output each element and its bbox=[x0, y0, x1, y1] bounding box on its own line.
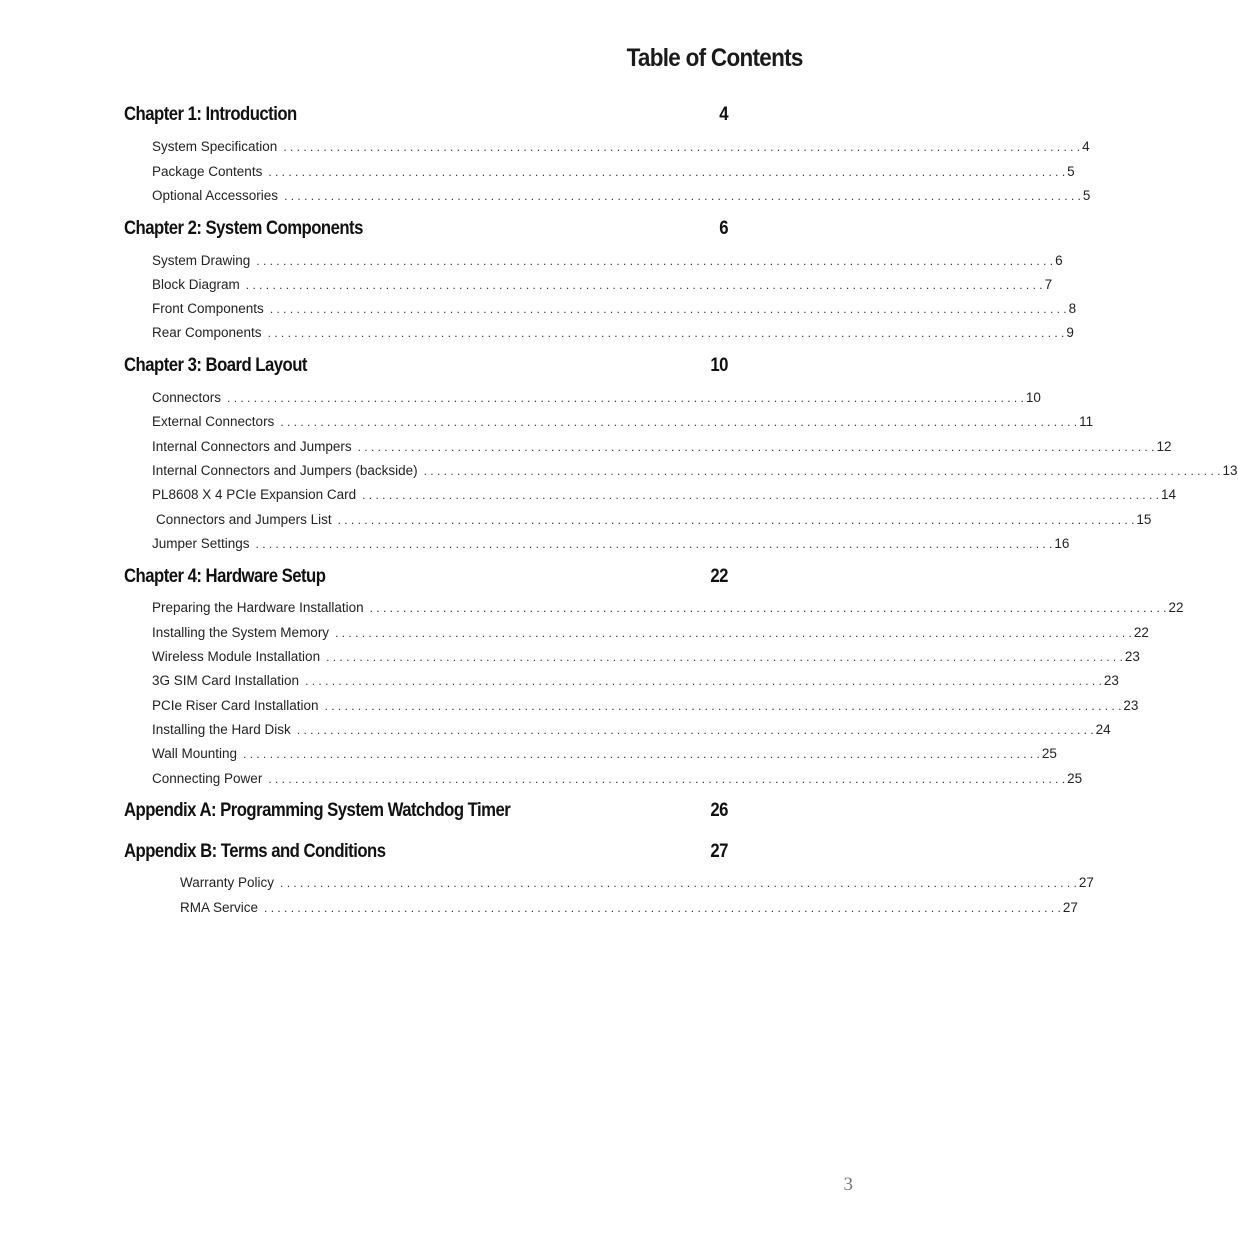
entry-page: 14 bbox=[1160, 487, 1176, 502]
entry-title: Internal Connectors and Jumpers (backside) bbox=[152, 463, 418, 478]
dot-leader: . . . . . . . . . . . . . . . . . . . . . . . . . . . . . . . . . . . . . . . . . . . . . . . . . . . . . . . . . . . . . . . . . . . . . . . . . . . . . . . . . . . . . . . . . . . . . . . . . . . . . . . . . . . . . . . . . . . . . . . . bbox=[283, 140, 1081, 154]
toc-entry[interactable] bbox=[152, 253, 1063, 268]
dot-leader: . . . . . . . . . . . . . . . . . . . . . . . . . . . . . . . . . . . . . . . . . . . . . . . . . . . . . . . . . . . . . . . . . . . . . . . . . . . . . . . . . . . . . . . . . . . . . . . . . . . . . . . . . . . . . . . . . . . . . . . . bbox=[243, 747, 1040, 761]
toc-entry[interactable] bbox=[152, 139, 1090, 154]
dot-leader: . . . . . . . . . . . . . . . . . . . . . . . . . . . . . . . . . . . . . . . . . . . . . . . . . . . . . . . . . . . . . . . . . . . . . . . . . . . . . . . . . . . . . . . . . . . . . . . . . . . . . . . . . . . . . . . . . . . . . . . . bbox=[269, 302, 1067, 316]
entry-title: Jumper Settings bbox=[152, 536, 250, 551]
entry-title: Installing the System Memory bbox=[152, 625, 330, 640]
dot-leader: . . . . . . . . . . . . . . . . . . . . . . . . . . . . . . . . . . . . . . . . . . . . . . . . . . . . . . . . . . . . . . . . . . . . . . . . . . . . . . . . . . . . . . . . . . . . . . . . . . . . . . . . . . . . . . . . . . . . . . . . bbox=[357, 440, 1155, 454]
entry-page: 10 bbox=[1025, 390, 1041, 405]
entry-page: 5 bbox=[1067, 164, 1075, 179]
chapter-title: Appendix A: Programming System Watchdog Timer bbox=[124, 800, 511, 821]
entry-title: Block Diagram bbox=[152, 277, 240, 292]
dot-leader: . . . . . . . . . . . . . . . . . . . . . . . . . . . . . . . . . . . . . . . . . . . . . . . . . . . . . . . . . . . . . . . . . . . . . . . . . . . . . . . . . . . . . . . . . . . . . . . . . . . . . . . . . . . . . . . . . . . . . . . . bbox=[245, 278, 1043, 292]
entry-page: 27 bbox=[1062, 900, 1078, 915]
chapter-page: 26 bbox=[710, 800, 728, 821]
entry-title: Optional Accessories bbox=[152, 188, 279, 203]
chapter-title: Chapter 3: Board Layout bbox=[124, 355, 307, 376]
entry-page: 24 bbox=[1095, 722, 1111, 737]
entry-page: 25 bbox=[1067, 771, 1083, 786]
chapter-title: Chapter 1: Introduction bbox=[124, 104, 297, 125]
dot-leader: . . . . . . . . . . . . . . . . . . . . . . . . . . . . . . . . . . . . . . . . . . . . . . . . . . . . . . . . . . . . . . . . . . . . . . . . . . . . . . . . . . . . . . . . . . . . . . . . . . . . . . . . . . . . . . . . . . . . . . . . bbox=[268, 165, 1066, 179]
toc-entry[interactable] bbox=[152, 771, 1083, 786]
entry-title: Connectors bbox=[152, 390, 222, 405]
entry-title: 3G SIM Card Installation bbox=[152, 673, 300, 688]
dot-leader: . . . . . . . . . . . . . . . . . . . . . . . . . . . . . . . . . . . . . . . . . . . . . . . . . . . . . . . . . . . . . . . . . . . . . . . . . . . . . . . . . . . . . . . . . . . . . . . . . . . . . . . . . . . . . . . . . . . . . . . . bbox=[337, 513, 1135, 527]
toc-entry[interactable] bbox=[152, 463, 1238, 478]
toc-entry[interactable] bbox=[152, 536, 1070, 551]
entry-title: Rear Components bbox=[152, 325, 262, 340]
chapter-page: 4 bbox=[719, 104, 728, 125]
entry-page: 7 bbox=[1044, 277, 1053, 292]
toc-entry[interactable] bbox=[152, 600, 1184, 615]
dot-leader: . . . . . . . . . . . . . . . . . . . . . . . . . . . . . . . . . . . . . . . . . . . . . . . . . . . . . . . . . . . . . . . . . . . . . . . . . . . . . . . . . . . . . . . . . . . . . . . . . . . . . . . . . . . . . . . . . . . . . . . . bbox=[268, 772, 1066, 786]
chapter-title: Chapter 4: Hardware Setup bbox=[124, 566, 326, 587]
toc-chapter-2[interactable] bbox=[124, 218, 728, 240]
entry-page: 16 bbox=[1054, 536, 1070, 551]
toc-entry[interactable] bbox=[152, 722, 1111, 737]
chapter-page: 6 bbox=[719, 218, 728, 239]
toc-chapter-4[interactable] bbox=[124, 566, 728, 588]
toc-entry[interactable] bbox=[152, 698, 1139, 713]
dot-leader: . . . . . . . . . . . . . . . . . . . . . . . . . . . . . . . . . . . . . . . . . . . . . . . . . . . . . . . . . . . . . . . . . . . . . . . . . . . . . . . . . . . . . . . . . . . . . . . . . . . . . . . . . . . . . . . . . . . . . . . . bbox=[280, 876, 1077, 890]
entry-title: Front Components bbox=[152, 301, 264, 316]
entry-page: 25 bbox=[1041, 746, 1057, 761]
toc-entry[interactable] bbox=[152, 487, 1176, 502]
toc-entry[interactable] bbox=[156, 512, 1152, 527]
entry-page: 23 bbox=[1124, 649, 1140, 664]
dot-leader: . . . . . . . . . . . . . . . . . . . . . . . . . . . . . . . . . . . . . . . . . . . . . . . . . . . . . . . . . . . . . . . . . . . . . . . . . . . . . . . . . . . . . . . . . . . . . . . . . . . . . . . . . . . . . . . . . . . . . . . . bbox=[369, 601, 1167, 615]
entry-page: 12 bbox=[1156, 439, 1172, 454]
toc-entry[interactable] bbox=[152, 649, 1140, 664]
toc-entry[interactable] bbox=[152, 164, 1075, 179]
entry-page: 23 bbox=[1103, 673, 1119, 688]
toc-entry[interactable] bbox=[152, 325, 1074, 340]
entry-page: 22 bbox=[1133, 625, 1149, 640]
toc-entry[interactable] bbox=[152, 625, 1149, 640]
chapter-title: Appendix B: Terms and Conditions bbox=[124, 841, 386, 862]
chapter-page: 22 bbox=[710, 566, 728, 587]
dot-leader: . . . . . . . . . . . . . . . . . . . . . . . . . . . . . . . . . . . . . . . . . . . . . . . . . . . . . . . . . . . . . . . . . . . . . . . . . . . . . . . . . . . . . . . . . . . . . . . . . . . . . . . . . . . . . . . . . . . . . . . . bbox=[264, 901, 1061, 915]
entry-page: 6 bbox=[1055, 253, 1063, 268]
toc-entry[interactable] bbox=[152, 746, 1057, 761]
entry-title: PL8608 X 4 PCIe Expansion Card bbox=[152, 487, 357, 502]
entry-title: PCIe Riser Card Installation bbox=[152, 698, 319, 713]
toc-appendix-b[interactable] bbox=[124, 841, 728, 863]
chapter-page: 27 bbox=[710, 841, 728, 862]
dot-leader: . . . . . . . . . . . . . . . . . . . . . . . . . . . . . . . . . . . . . . . . . . . . . . . . . . . . . . . . . . . . . . . . . . . . . . . . . . . . . . . . . . . . . . . . . . . . . . . . . . . . . . . . . . . . . . . . . . . . . . . . bbox=[335, 626, 1132, 640]
entry-page: 5 bbox=[1082, 188, 1091, 203]
dot-leader: . . . . . . . . . . . . . . . . . . . . . . . . . . . . . . . . . . . . . . . . . . . . . . . . . . . . . . . . . . . . . . . . . . . . . . . . . . . . . . . . . . . . . . . . . . . . . . . . . . . . . . . . . . . . . . . . . . . . . . . . bbox=[267, 326, 1065, 340]
entry-title: Installing the Hard Disk bbox=[152, 722, 291, 737]
entry-title: System Drawing bbox=[152, 253, 251, 268]
entry-title: Wireless Module Installation bbox=[152, 649, 321, 664]
toc-chapter-1[interactable] bbox=[124, 104, 728, 126]
entry-title: Connecting Power bbox=[152, 771, 263, 786]
entry-title: Package Contents bbox=[152, 164, 263, 179]
entry-page: 15 bbox=[1136, 512, 1152, 527]
entry-page: 4 bbox=[1082, 139, 1090, 154]
entry-title: Preparing the Hardware Installation bbox=[152, 600, 364, 615]
toc-entry[interactable] bbox=[152, 301, 1077, 316]
toc-entry[interactable] bbox=[152, 390, 1041, 405]
page-title: Table of Contents bbox=[626, 44, 803, 72]
entry-page: 9 bbox=[1066, 325, 1074, 340]
toc-entry[interactable] bbox=[152, 414, 1094, 429]
dot-leader: . . . . . . . . . . . . . . . . . . . . . . . . . . . . . . . . . . . . . . . . . . . . . . . . . . . . . . . . . . . . . . . . . . . . . . . . . . . . . . . . . . . . . . . . . . . . . . . . . . . . . . . . . . . . . . . . . . . . . . . . bbox=[280, 415, 1078, 429]
entry-page: 27 bbox=[1078, 875, 1094, 890]
entry-title: Warranty Policy bbox=[180, 875, 275, 890]
entry-title: Internal Connectors and Jumpers bbox=[152, 439, 352, 454]
toc-chapter-3[interactable] bbox=[124, 355, 728, 377]
dot-leader: . . . . . . . . . . . . . . . . . . . . . . . . . . . . . . . . . . . . . . . . . . . . . . . . . . . . . . . . . . . . . . . . . . . . . . . . . . . . . . . . . . . . . . . . . . . . . . . . . . . . . . . . . . . . . . . . . . . . . . . . bbox=[324, 699, 1122, 713]
toc-entry[interactable] bbox=[180, 900, 1078, 915]
page-number: 3 bbox=[843, 1174, 853, 1195]
entry-title: System Specification bbox=[152, 139, 278, 154]
dot-leader: . . . . . . . . . . . . . . . . . . . . . . . . . . . . . . . . . . . . . . . . . . . . . . . . . . . . . . . . . . . . . . . . . . . . . . . . . . . . . . . . . . . . . . . . . . . . . . . . . . . . . . . . . . . . . . . . . . . . . . . . bbox=[305, 674, 1102, 688]
entry-title: External Connectors bbox=[152, 414, 275, 429]
entry-title: Wall Mounting bbox=[152, 746, 238, 761]
toc-entry[interactable] bbox=[152, 188, 1091, 203]
entry-title: RMA Service bbox=[180, 900, 259, 915]
toc-appendix-a[interactable] bbox=[124, 800, 728, 822]
entry-page: 22 bbox=[1168, 600, 1184, 615]
toc-entry[interactable] bbox=[180, 875, 1094, 890]
dot-leader: . . . . . . . . . . . . . . . . . . . . . . . . . . . . . . . . . . . . . . . . . . . . . . . . . . . . . . . . . . . . . . . . . . . . . . . . . . . . . . . . . . . . . . . . . . . . . . . . . . . . . . . . . . . . . . . . . . . . . . . . bbox=[423, 464, 1221, 478]
entry-page: 13 bbox=[1222, 463, 1238, 478]
dot-leader: . . . . . . . . . . . . . . . . . . . . . . . . . . . . . . . . . . . . . . . . . . . . . . . . . . . . . . . . . . . . . . . . . . . . . . . . . . . . . . . . . . . . . . . . . . . . . . . . . . . . . . . . . . . . . . . . . . . . . . . . bbox=[296, 723, 1094, 737]
toc-entry[interactable] bbox=[152, 673, 1119, 688]
entry-page: 11 bbox=[1079, 414, 1094, 429]
toc-entry[interactable] bbox=[152, 277, 1053, 292]
dot-leader: . . . . . . . . . . . . . . . . . . . . . . . . . . . . . . . . . . . . . . . . . . . . . . . . . . . . . . . . . . . . . . . . . . . . . . . . . . . . . . . . . . . . . . . . . . . . . . . . . . . . . . . . . . . . . . . . . . . . . . . . bbox=[362, 488, 1159, 502]
toc-entry[interactable] bbox=[152, 439, 1172, 454]
dot-leader: . . . . . . . . . . . . . . . . . . . . . . . . . . . . . . . . . . . . . . . . . . . . . . . . . . . . . . . . . . . . . . . . . . . . . . . . . . . . . . . . . . . . . . . . . . . . . . . . . . . . . . . . . . . . . . . . . . . . . . . . bbox=[227, 391, 1024, 405]
dot-leader: . . . . . . . . . . . . . . . . . . . . . . . . . . . . . . . . . . . . . . . . . . . . . . . . . . . . . . . . . . . . . . . . . . . . . . . . . . . . . . . . . . . . . . . . . . . . . . . . . . . . . . . . . . . . . . . . . . . . . . . . bbox=[256, 254, 1054, 268]
dot-leader: . . . . . . . . . . . . . . . . . . . . . . . . . . . . . . . . . . . . . . . . . . . . . . . . . . . . . . . . . . . . . . . . . . . . . . . . . . . . . . . . . . . . . . . . . . . . . . . . . . . . . . . . . . . . . . . . . . . . . . . . bbox=[255, 537, 1053, 551]
dot-leader: . . . . . . . . . . . . . . . . . . . . . . . . . . . . . . . . . . . . . . . . . . . . . . . . . . . . . . . . . . . . . . . . . . . . . . . . . . . . . . . . . . . . . . . . . . . . . . . . . . . . . . . . . . . . . . . . . . . . . . . . bbox=[326, 650, 1123, 664]
entry-page: 23 bbox=[1123, 698, 1139, 713]
entry-title: Connectors and Jumpers List bbox=[156, 512, 332, 527]
dot-leader: . . . . . . . . . . . . . . . . . . . . . . . . . . . . . . . . . . . . . . . . . . . . . . . . . . . . . . . . . . . . . . . . . . . . . . . . . . . . . . . . . . . . . . . . . . . . . . . . . . . . . . . . . . . . . . . . . . . . . . . . bbox=[284, 189, 1081, 203]
chapter-title: Chapter 2: System Components bbox=[124, 218, 363, 239]
chapter-page: 10 bbox=[710, 355, 728, 376]
entry-page: 8 bbox=[1068, 301, 1077, 316]
